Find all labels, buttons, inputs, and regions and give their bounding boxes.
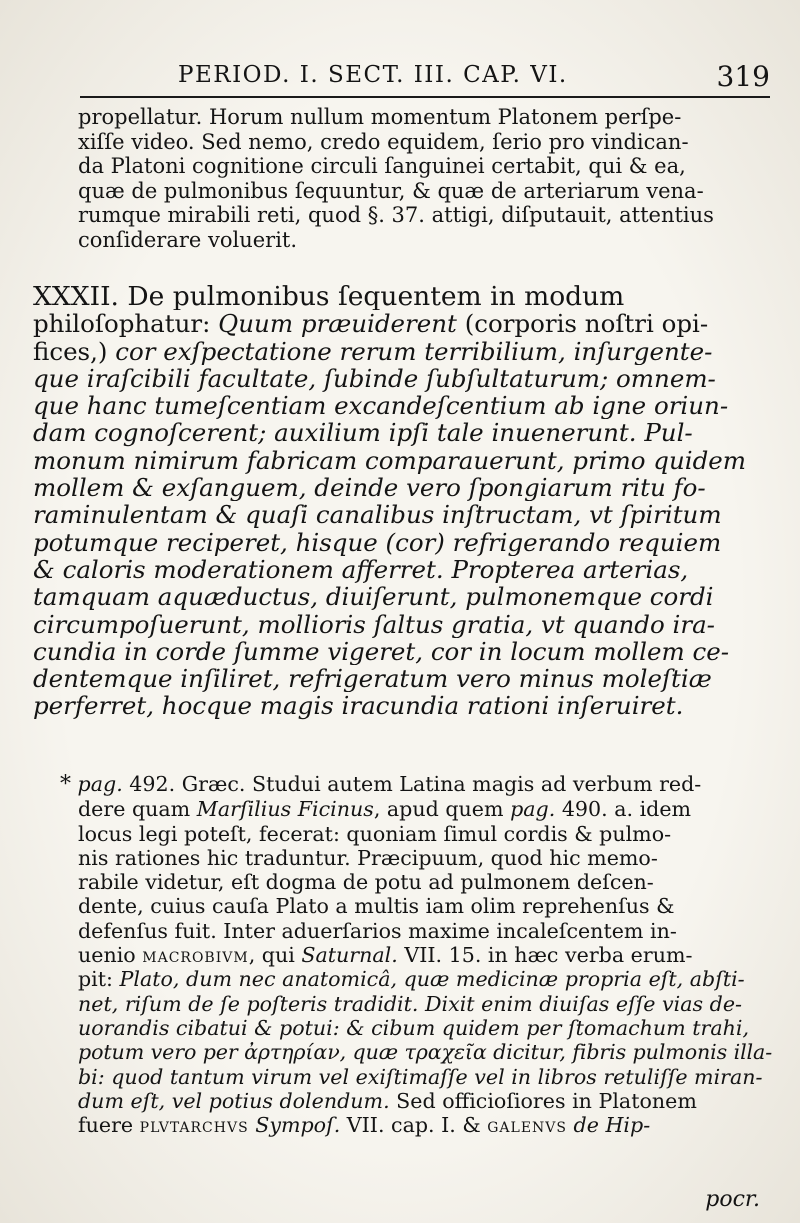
footnote-line: dente, cuius cauſa Plato a multis iam olim reprehenſus &	[78, 894, 675, 919]
author-name: macrobivm	[142, 943, 249, 968]
text-line: xiſſe video. Sed nemo, credo equidem, ſerio pro vindican-	[78, 129, 689, 154]
text-run: , apud quem	[373, 797, 504, 822]
text-run: fuere	[78, 1113, 134, 1138]
text-run: dum eſt, vel potius dolendum.	[78, 1088, 390, 1113]
text-run: Plato, dum nec anatomicâ, quæ medicinæ propria eſt, abſti-	[119, 967, 745, 992]
text-line: conſiderare voluerit.	[78, 227, 298, 252]
quotation-line: que iraſcibili facultate, ſubinde ſubſultaturum; omnem-	[33, 364, 716, 393]
quotation-run: cor exſpectatione rerum terribilium, inſurgente-	[115, 337, 713, 365]
footnote-line: locus legi poteſt, fecerat: quoniam ſimul cordis & pulmo-	[78, 821, 672, 846]
quotation-line: monum nimirum fabricam comparauerunt, primo quidem	[33, 446, 747, 475]
text-run: de Hip-	[573, 1113, 651, 1138]
footnote-line	[60, 1089, 772, 1113]
footnote-line: defenſus fuit. Inter aduerſarios maxime incaleſcentem in-	[78, 918, 677, 943]
quotation-line: dentemque inſiliret, refrigeratum vero minus moleſtiæ	[33, 665, 712, 693]
footnote-line: uorandis cibatui & potui: & cibum quidem per ſtomachum trahi,	[78, 1015, 750, 1040]
text-line: propellatur. Horum nullum momentum Platonem perſpe-	[78, 105, 682, 129]
section-number: XXXII.	[33, 283, 119, 311]
footnote-line: rabile videtur, eſt dogma de potu ad pulmonem deſcen-	[78, 870, 654, 895]
text-run: 490. a. idem	[561, 797, 692, 822]
quotation-line: & caloris moderationem afferret. Propterea arterias,	[33, 555, 689, 584]
running-head: PERIOD. I. SECT. III. CAP. VI.	[178, 62, 568, 88]
text-line	[33, 338, 766, 365]
footnote-line: bi: quod tantum virum vel exiſtimaſſe vel in libros retuliſſe miran-	[78, 1064, 763, 1089]
section-heading-line	[33, 283, 766, 310]
footnote-line	[60, 1113, 772, 1137]
footnote-line: net, riſum de ſe poſteris tradidit. Dixit enim diuiſas eſſe vias de-	[78, 991, 742, 1016]
footnote-line	[60, 772, 772, 797]
quotation-line: raminulentam & quaſi canalibus inſtructam, vt ſpiritum	[33, 501, 722, 529]
footnote-line	[60, 797, 772, 821]
footnote-line: nis rationes hic traduntur. Præcipuum, quod hic memo-	[78, 845, 658, 870]
author-name: galenvs	[487, 1113, 567, 1138]
text-run: pag.	[510, 797, 556, 822]
text-run: , qui	[248, 943, 295, 968]
text-run: uenio	[78, 943, 136, 968]
page-header	[60, 56, 770, 96]
intro-paragraph	[78, 105, 764, 253]
quotation-line: que hanc tumeſcentiam excandeſcentium ab igne oriun-	[33, 392, 729, 420]
text-run: pit:	[78, 967, 113, 992]
text-run: Sympoſ.	[255, 1113, 341, 1138]
text-run: pag.	[77, 772, 123, 796]
text-run: De pulmonibus ſequentem in modum	[127, 283, 625, 311]
text-line: quæ de pulmonibus ſequuntur, & quæ de arteriarum vena-	[78, 178, 704, 203]
text-run: 492. Græc. Studui autem Latina magis ad verbum red-	[129, 772, 702, 796]
text-line	[33, 310, 766, 337]
catchword: pocr.	[705, 1187, 760, 1212]
quotation-run: Quum præuiderent	[218, 310, 457, 338]
section-xxxii	[33, 283, 766, 720]
text-line: rumque mirabili reti, quod §. 37. attigi, diſputauit, attentius	[78, 203, 714, 228]
text-run: fices,)	[33, 337, 108, 365]
text-line: da Platoni cognitione circuli ſanguinei certabit, qui & ea,	[78, 154, 686, 179]
author-name: plvtarchvs	[139, 1113, 249, 1138]
quotation-line: circumpoſuerunt, mollioris ſaltus gratia, vt quando ira-	[33, 610, 715, 638]
quotation-line: perferret, hocque magis iracundia rationi inſeruiret.	[33, 692, 684, 720]
header-rule	[80, 96, 770, 98]
text-run: VII. cap. I. &	[346, 1113, 481, 1138]
footnote-line	[60, 967, 772, 991]
footnote-line	[60, 943, 772, 967]
quotation-line: dam cognoſcerent; auxilium ipſi tale inuenerunt. Pul-	[33, 419, 693, 447]
text-run: Marſilius Ficinus	[196, 797, 374, 822]
quotation-line: mollem & exſanguem, deinde vero ſpongiarum ritu fo-	[33, 474, 706, 502]
quotation-line: tamquam aquæductus, diuiſerunt, pulmonemque cordi	[33, 583, 714, 611]
text-run: (corporis noſtri opi-	[464, 310, 709, 338]
page-number: 319	[716, 60, 770, 93]
footnote	[60, 772, 772, 1137]
quotation-line: cundia in corde ſumme vigeret, cor in locum mollem ce-	[33, 637, 729, 666]
footnote-line: potum vero per ἀρτηρίαν, quæ τραχεῖα dicitur, fibris pulmonis illa-	[78, 1040, 772, 1065]
text-run: philoſophatur:	[33, 310, 211, 338]
footnote-marker: *	[60, 772, 71, 797]
text-run: Sed officioſiores in Platonem	[396, 1088, 697, 1113]
text-run: dere quam	[78, 797, 191, 822]
text-run: VII. 15. in hæc verba erum-	[404, 943, 693, 968]
quotation-line: potumque reciperet, hisque (cor) refrigerando requiem	[33, 528, 722, 556]
text-run: Saturnal.	[301, 943, 398, 968]
